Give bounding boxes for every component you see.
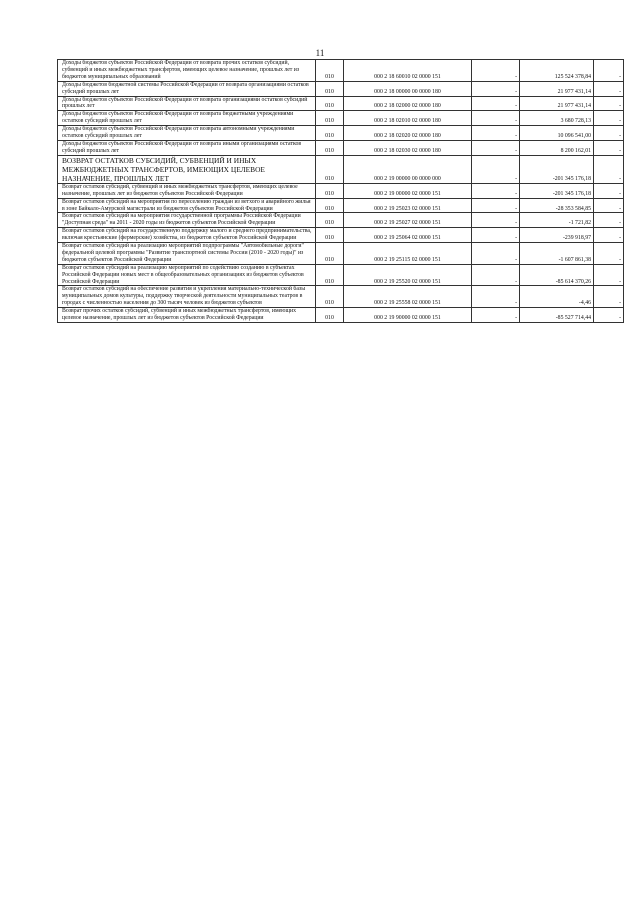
table-body xyxy=(58,60,624,323)
row-classification-code: 000 2 19 00000 02 0000 151 xyxy=(344,183,472,198)
row-code: 010 xyxy=(316,228,344,243)
row-approved: - xyxy=(472,308,520,323)
row-approved: - xyxy=(472,111,520,126)
row-classification-code: 000 2 19 25558 02 0000 151 xyxy=(344,286,472,308)
row-executed: 10 096 541,00 xyxy=(520,126,594,141)
row-classification-code: 000 2 19 25027 02 0000 151 xyxy=(344,213,472,228)
row-classification-code: 000 2 19 00000 00 0000 000 xyxy=(344,155,472,183)
row-percent: - xyxy=(594,155,624,183)
row-executed: -4,46 xyxy=(520,286,594,308)
row-classification-code: 000 2 19 25064 02 0000 151 xyxy=(344,228,472,243)
row-code: 010 xyxy=(316,183,344,198)
row-executed: -85 527 714,44 xyxy=(520,308,594,323)
row-approved: - xyxy=(472,96,520,111)
row-percent: - xyxy=(594,140,624,155)
row-name: Возврат остатков субсидий на реализацию мероприятий по содействию созданию в субъектах Российской Федерации новых мест в общеобразовательных организациях из бюджетов субъектов Российской Федерации xyxy=(58,264,316,286)
row-approved: - xyxy=(472,140,520,155)
row-code: 010 xyxy=(316,60,344,82)
row-classification-code: 000 2 19 25520 02 0000 151 xyxy=(344,264,472,286)
row-name: Возврат остатков субсидий, субвенций и иных межбюджетных трансфертов, имеющих целевое назначение, прошлых лет из бюджетов субъектов Российской Федерации xyxy=(58,183,316,198)
table-row xyxy=(58,96,624,111)
table-row xyxy=(58,243,624,265)
row-executed: 21 977 431,14 xyxy=(520,81,594,96)
table-row xyxy=(58,198,624,213)
row-classification-code: 000 2 19 25115 02 0000 151 xyxy=(344,243,472,265)
row-executed: -1 607 861,38 xyxy=(520,243,594,265)
row-classification-code: 000 2 18 00000 00 0000 180 xyxy=(344,81,472,96)
table-row xyxy=(58,140,624,155)
row-code: 010 xyxy=(316,243,344,265)
row-name: Возврат остатков субсидий на государственную поддержку малого и среднего предпринимательства, включая крестьянские (фермерские) хозяйства, из бюджетов субъектов Российской Федерации xyxy=(58,228,316,243)
table-row xyxy=(58,81,624,96)
row-percent: - xyxy=(594,60,624,82)
row-percent: - xyxy=(594,243,624,265)
row-classification-code: 000 2 18 02000 02 0000 180 xyxy=(344,96,472,111)
row-code: 010 xyxy=(316,286,344,308)
row-approved: - xyxy=(472,243,520,265)
row-classification-code: 000 2 18 60010 02 0000 151 xyxy=(344,60,472,82)
row-percent: - xyxy=(594,213,624,228)
row-percent: - xyxy=(594,228,624,243)
row-classification-code: 000 2 18 02030 02 0000 180 xyxy=(344,140,472,155)
row-executed: -28 353 584,85 xyxy=(520,198,594,213)
table-row xyxy=(58,60,624,82)
row-name: Доходы бюджетов субъектов Российской Федерации от возврата организациями остатков субсидий прошлых лет xyxy=(58,96,316,111)
row-name: Возврат остатков субсидий на мероприятия государственной программы Российской Федерации "Доступная среда" на 2011 - 2020 годы из бюджетов субъектов Российской Федерации xyxy=(58,213,316,228)
row-classification-code: 000 2 18 02010 02 0000 180 xyxy=(344,111,472,126)
row-approved: - xyxy=(472,155,520,183)
row-classification-code: 000 2 18 02020 02 0000 180 xyxy=(344,126,472,141)
row-executed: 125 524 378,84 xyxy=(520,60,594,82)
row-executed: 3 680 728,13 xyxy=(520,111,594,126)
row-approved: - xyxy=(472,213,520,228)
row-approved: - xyxy=(472,228,520,243)
row-code: 010 xyxy=(316,155,344,183)
row-name: Доходы бюджетов субъектов Российской Федерации от возврата бюджетными учреждениями остатков субсидий прошлых лет xyxy=(58,111,316,126)
row-code: 010 xyxy=(316,81,344,96)
row-classification-code: 000 2 19 90000 02 0000 151 xyxy=(344,308,472,323)
row-percent: - xyxy=(594,81,624,96)
row-executed: -201 345 176,18 xyxy=(520,155,594,183)
row-code: 010 xyxy=(316,308,344,323)
row-code: 010 xyxy=(316,140,344,155)
row-code: 010 xyxy=(316,111,344,126)
row-name: Возврат прочих остатков субсидий, субвенций и иных межбюджетных трансфертов, имеющих целевое назначение, прошлых лет из бюджетов субъектов Российской Федерации xyxy=(58,308,316,323)
row-executed: -201 345 176,18 xyxy=(520,183,594,198)
row-executed: -239 918,97 xyxy=(520,228,594,243)
row-name: Возврат остатков субсидий на реализацию мероприятий подпрограммы "Автомобильные дороги" федеральной целевой программы "Развитие транспортной системы России (2010 - 2020 годы)" из бюджетов субъектов Российской Федерации xyxy=(58,243,316,265)
table-row xyxy=(58,228,624,243)
table-row xyxy=(58,183,624,198)
row-approved: - xyxy=(472,60,520,82)
row-name: Доходы бюджетов субъектов Российской Федерации от возврата иными организациями остатков субсидий прошлых лет xyxy=(58,140,316,155)
row-classification-code: 000 2 19 25023 02 0000 151 xyxy=(344,198,472,213)
row-percent: - xyxy=(594,96,624,111)
table-row xyxy=(58,126,624,141)
row-code: 010 xyxy=(316,213,344,228)
row-percent: - xyxy=(594,183,624,198)
budget-table xyxy=(57,59,624,323)
row-percent: - xyxy=(594,111,624,126)
row-approved: - xyxy=(472,81,520,96)
row-executed: 21 977 431,14 xyxy=(520,96,594,111)
row-code: 010 xyxy=(316,96,344,111)
table-row xyxy=(58,213,624,228)
row-approved: - xyxy=(472,198,520,213)
row-approved: - xyxy=(472,126,520,141)
row-executed: -1 721,82 xyxy=(520,213,594,228)
row-name: Доходы бюджетов субъектов Российской Федерации от возврата автономными учреждениями остатков субсидий прошлых лет xyxy=(58,126,316,141)
row-percent: - xyxy=(594,286,624,308)
row-name: Доходы бюджетов субъектов Российской Федерации от возврата прочих остатков субсидий, субвенций и иных межбюджетных трансфертов, имеющих целевое назначение, прошлых лет из бюджетов муниципальных образований xyxy=(58,60,316,82)
row-name: Возврат остатков субсидий на обеспечение развития и укрепления материально-технической базы муниципальных домов культуры, поддержку творческой деятельности муниципальных театров в городах с численностью населения до 300 тысяч человек из бюджетов субъектов xyxy=(58,286,316,308)
row-approved: - xyxy=(472,183,520,198)
table-row xyxy=(58,264,624,286)
row-approved: - xyxy=(472,286,520,308)
page-number: 11 xyxy=(315,48,325,58)
table-row xyxy=(58,111,624,126)
row-executed: 8 200 162,01 xyxy=(520,140,594,155)
row-code: 010 xyxy=(316,198,344,213)
row-name: Доходы бюджетов бюджетной системы Российской Федерации от возврата организациями остатков субсидий прошлых лет xyxy=(58,81,316,96)
row-code: 010 xyxy=(316,126,344,141)
row-code: 010 xyxy=(316,264,344,286)
row-percent: - xyxy=(594,198,624,213)
row-approved: - xyxy=(472,264,520,286)
row-executed: -85 614 370,26 xyxy=(520,264,594,286)
row-name: ВОЗВРАТ ОСТАТКОВ СУБСИДИЙ, СУБВЕНЦИЙ И ИНЫХ МЕЖБЮДЖЕТНЫХ ТРАНСФЕРТОВ, ИМЕЮЩИХ ЦЕЛЕВОЕ НАЗНАЧЕНИЕ, ПРОШЛЫХ ЛЕТ xyxy=(58,155,316,183)
table-row xyxy=(58,286,624,308)
row-percent: - xyxy=(594,126,624,141)
table-row xyxy=(58,155,624,183)
row-name: Возврат остатков субсидий на мероприятия по переселению граждан из ветхого и аварийного жилья в зоне Байкало-Амурской магистрали из бюджетов субъектов Российской Федерации xyxy=(58,198,316,213)
row-percent: - xyxy=(594,308,624,323)
row-percent: - xyxy=(594,264,624,286)
table-row xyxy=(58,308,624,323)
